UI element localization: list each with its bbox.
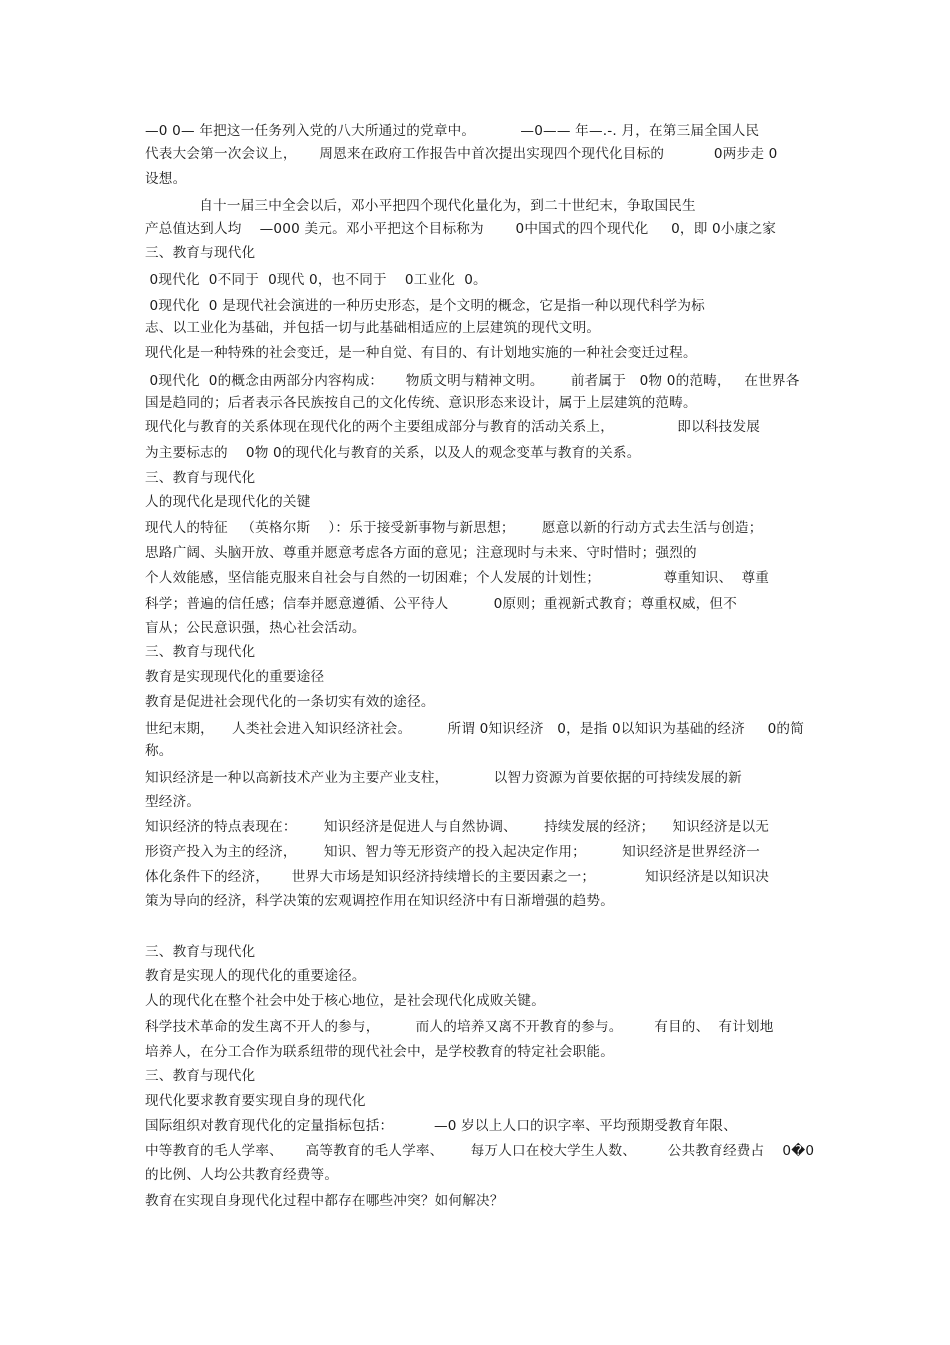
text-line: 现代化是一种特殊的社会变迁，是一种自觉、有目的、有计划地实施的一种社会变迁过程。 xyxy=(145,345,697,361)
text-line: 策为导向的经济，科学决策的宏观调控作用在知识经济中有日渐增强的趋势。 xyxy=(145,893,614,909)
text-line: 知识经济是一种以高新技术产业为主要产业支柱， 以智力资源为首要依据的可持续发展的新 xyxy=(145,770,742,786)
text-line: 世纪末期， 人类社会进入知识经济社会。 所谓 0知识经济 0，是指 0以知识为基础的经济 0的简 xyxy=(145,721,805,737)
text-line: 教育是促进社会现代化的一条切实有效的途径。 xyxy=(145,694,435,710)
text-line: 志、以工业化为基础，并包括一切与此基础相适应的上层建筑的现代文明。 xyxy=(145,320,601,336)
text-line: —0 0— 年把这一任务列入党的八大所通过的党章中。 —0—— 年—.-. 月，在第三届全国人民 xyxy=(145,123,760,139)
text-line: 盲从；公民意识强，热心社会活动。 xyxy=(145,620,366,636)
section-heading: 三、教育与现代化 xyxy=(145,245,256,261)
text-line: 代表大会第一次会议上， 周恩来在政府工作报告中首次提出实现四个现代化目标的 0两步走 0 xyxy=(145,146,778,162)
text-line: 科学技术革命的发生离不开人的参与， 而人的培养又离不开教育的参与。 有目的、 有计划地 xyxy=(145,1019,774,1035)
text-line: 科学；普遍的信任感；信奉并愿意遵循、公平待人 0原则；重视新式教育；尊重权威，但不 xyxy=(145,596,738,612)
question-line: 教育在实现自身现代化过程中都存在哪些冲突？如何解决？ xyxy=(145,1193,504,1209)
subheading: 现代化要求教育要实现自身的现代化 xyxy=(145,1093,366,1109)
text-line: 0现代化 0 是现代社会演进的一种历史形态，是个文明的概念，它是指一种以现代科学为标 xyxy=(145,298,705,314)
subheading: 人的现代化是现代化的关键 xyxy=(145,494,311,510)
text-line: 0现代化 0的概念由两部分内容构成： 物质文明与精神文明。 前者属于 0物 0的范畴， 在世界各 xyxy=(145,373,800,389)
section-heading: 三、教育与现代化 xyxy=(145,1068,256,1084)
text-line: 形资产投入为主的经济， 知识、智力等无形资产的投入起决定作用； 知识经济是世界经济一 xyxy=(145,844,761,860)
section-heading: 三、教育与现代化 xyxy=(145,944,256,960)
text-line: 产总值达到人均 —000 美元。邓小平把这个目标称为 0中国式的四个现代化 0，即 0小康之家 xyxy=(145,221,777,237)
text-line: 思路广阔、头脑开放、尊重并愿意考虑各方面的意见；注意现时与未来、守时惜时；强烈的 xyxy=(145,545,697,561)
subheading: 教育是实现人的现代化的重要途径。 xyxy=(145,968,366,984)
text-line: 0现代化 0不同于 0现代 0，也不同于 0工业化 0。 xyxy=(145,272,487,288)
text-line: 自十一届三中全会以后，邓小平把四个现代化量化为，到二十世纪末，争取国民生 xyxy=(145,198,696,214)
text-line: 现代化与教育的关系体现在现代化的两个主要组成部分与教育的活动关系上， 即以科技发展 xyxy=(145,419,761,435)
text-line: 国际组织对教育现代化的定量指标包括： —0 岁以上人口的识字率、平均预期受教育年限、 xyxy=(145,1118,738,1134)
text-line: 为主要标志的 0物 0的现代化与教育的关系，以及人的观念变革与教育的关系。 xyxy=(145,445,641,461)
text-line: 设想。 xyxy=(145,171,187,187)
text-line: 型经济。 xyxy=(145,794,201,810)
text-line: 培养人，在分工合作为联系纽带的现代社会中，是学校教育的特定社会职能。 xyxy=(145,1044,614,1060)
text-line: 中等教育的毛人学率、 高等教育的毛人学率、 每万人口在校大学生人数、 公共教育经费占 0�0 xyxy=(145,1143,815,1159)
text-line: 的比例、人均公共教育经费等。 xyxy=(145,1167,339,1183)
text-line: 人的现代化在整个社会中处于核心地位，是社会现代化成败关键。 xyxy=(145,993,546,1009)
text-line: 国是趋同的；后者表示各民族按自己的文化传统、意识形态来设计，属于上层建筑的范畴。 xyxy=(145,395,697,411)
text-line: 现代人的特征 （英格尔斯 ）：乐于接受新事物与新思想； 愿意以新的行动方式去生活与创造； xyxy=(145,520,763,536)
subheading: 教育是实现现代化的重要途径 xyxy=(145,669,325,685)
section-heading: 三、教育与现代化 xyxy=(145,470,256,486)
text-line: 个人效能感，坚信能克服来自社会与自然的一切困难；个人发展的计划性； 尊重知识、 尊重 xyxy=(145,570,770,586)
text-line: 称。 xyxy=(145,743,173,759)
text-line: 知识经济的特点表现在： 知识经济是促进人与自然协调、 持续发展的经济； 知识经济是以无 xyxy=(145,819,770,835)
text-line: 体化条件下的经济， 世界大市场是知识经济持续增长的主要因素之一； 知识经济是以知识决 xyxy=(145,869,770,885)
section-heading: 三、教育与现代化 xyxy=(145,644,256,660)
